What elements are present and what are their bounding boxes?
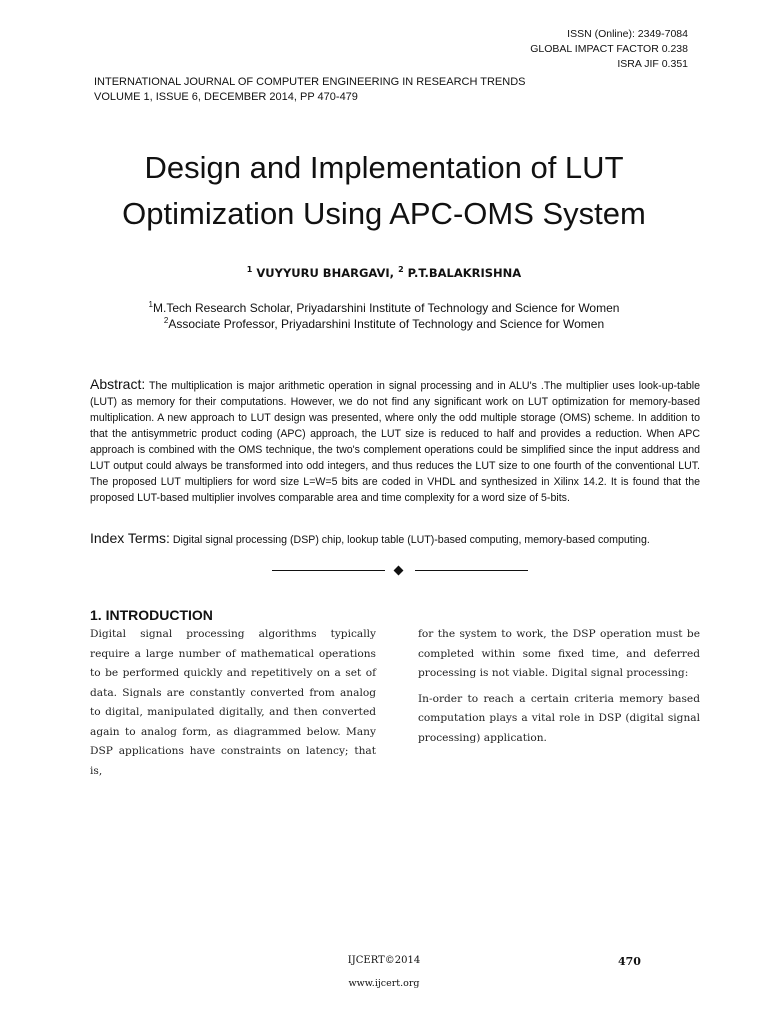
affiliations: [0, 300, 768, 332]
author-list: [0, 266, 768, 280]
index-terms: [90, 530, 700, 548]
author-2-name: P.T.BALAKRISHNA: [407, 266, 522, 280]
index-terms-text: Digital signal processing (DSP) chip, lookup table (LUT)-based computing, memory-based computing.: [172, 534, 650, 546]
affiliation-2-text: Associate Professor, Priyadarshini Institute of Technology and Science for Women: [168, 317, 605, 331]
author-2-number: 2: [398, 265, 404, 275]
paper-title: [0, 145, 768, 237]
author-1-number: 1: [246, 265, 253, 275]
affiliation-1: [0, 300, 768, 316]
abstract-label: Abstract:: [90, 376, 146, 392]
index-terms-label: Index Terms:: [90, 530, 170, 546]
intro-paragraph-2: for the system to work, the DSP operation must be completed within some fixed time, and deferred processing is not viable. Digital signal processing:: [418, 628, 700, 679]
journal-header: [94, 75, 526, 105]
affiliation-1-text: M.Tech Research Scholar, Priyadarshini Institute of Technology and Science for Women: [152, 301, 620, 315]
affiliation-2: [0, 316, 768, 332]
journal-identifiers: [530, 27, 688, 72]
right-column: [418, 625, 700, 754]
author-1-name: VUYYURU BHARGAVI,: [256, 266, 395, 280]
isra-text: ISRA JIF 0.351: [617, 58, 688, 70]
volume-info: VOLUME 1, ISSUE 6, DECEMBER 2014, PP 470-479: [94, 91, 358, 103]
journal-name: INTERNATIONAL JOURNAL OF COMPUTER ENGINEERING IN RESEARCH TRENDS: [94, 76, 526, 88]
impact-factor-text: GLOBAL IMPACT FACTOR 0.238: [530, 43, 688, 55]
issn-text: ISSN (Online): 2349-7084: [567, 28, 688, 40]
section-divider: [272, 564, 528, 578]
page-number: 470: [618, 955, 641, 968]
abstract: [90, 376, 700, 506]
abstract-text: The multiplication is major arithmetic operation in signal processing and in ALU's .The multiplier uses look-up-table (LUT) as memory for their computations. However, we do not find any significant work on LUT optimization for memory-based multiplication. A new approach to LUT design was presented, where only the odd multiple storage (OMS) scheme. In addition to that the antisymmetric product coding (APC) approach, the LUT size is reduced to half and provides a reduction. When APC approach is combined with the OMS technique, the two's complement operations could be simplified since the input address and LUT output could always be transformed into odd integers, and thus reduces the LUT size to one fourth of the conventional LUT. The proposed LUT multipliers for word size L=W=5 bits are coded in VHDL and synthesized in Xilinx 14.2. It is found that the proposed LUT-based multiplier involves comparable area and time complexity for a word size of 5-bits.: [90, 380, 700, 504]
website-footer: www.ijcert.org: [348, 978, 420, 989]
copyright-footer: IJCERT©2014: [347, 955, 421, 966]
title-line-1: Design and Implementation of LUT: [144, 150, 624, 185]
section-heading: 1. INTRODUCTION: [90, 607, 213, 623]
intro-paragraph-1: Digital signal processing algorithms typically require a large number of mathematical operations to be performed quickly and repetitively on a set of data. Signals are constantly converted from analog to digital, manipulated digitally, and then converted again to analog form, as diagrammed below. Many DSP applications have constraints on latency; that is,: [90, 628, 376, 777]
diamond-icon: [394, 566, 404, 576]
title-line-2: Optimization Using APC-OMS System: [122, 196, 646, 231]
left-column: [90, 625, 376, 787]
divider-line-left: [272, 570, 385, 571]
intro-paragraph-3: In-order to reach a certain criteria memory based computation plays a vital role in DSP (digital signal processing) application.: [418, 692, 700, 744]
affiliation-1-number: 1: [148, 300, 153, 309]
divider-line-right: [415, 570, 528, 571]
affiliation-2-number: 2: [163, 316, 169, 325]
